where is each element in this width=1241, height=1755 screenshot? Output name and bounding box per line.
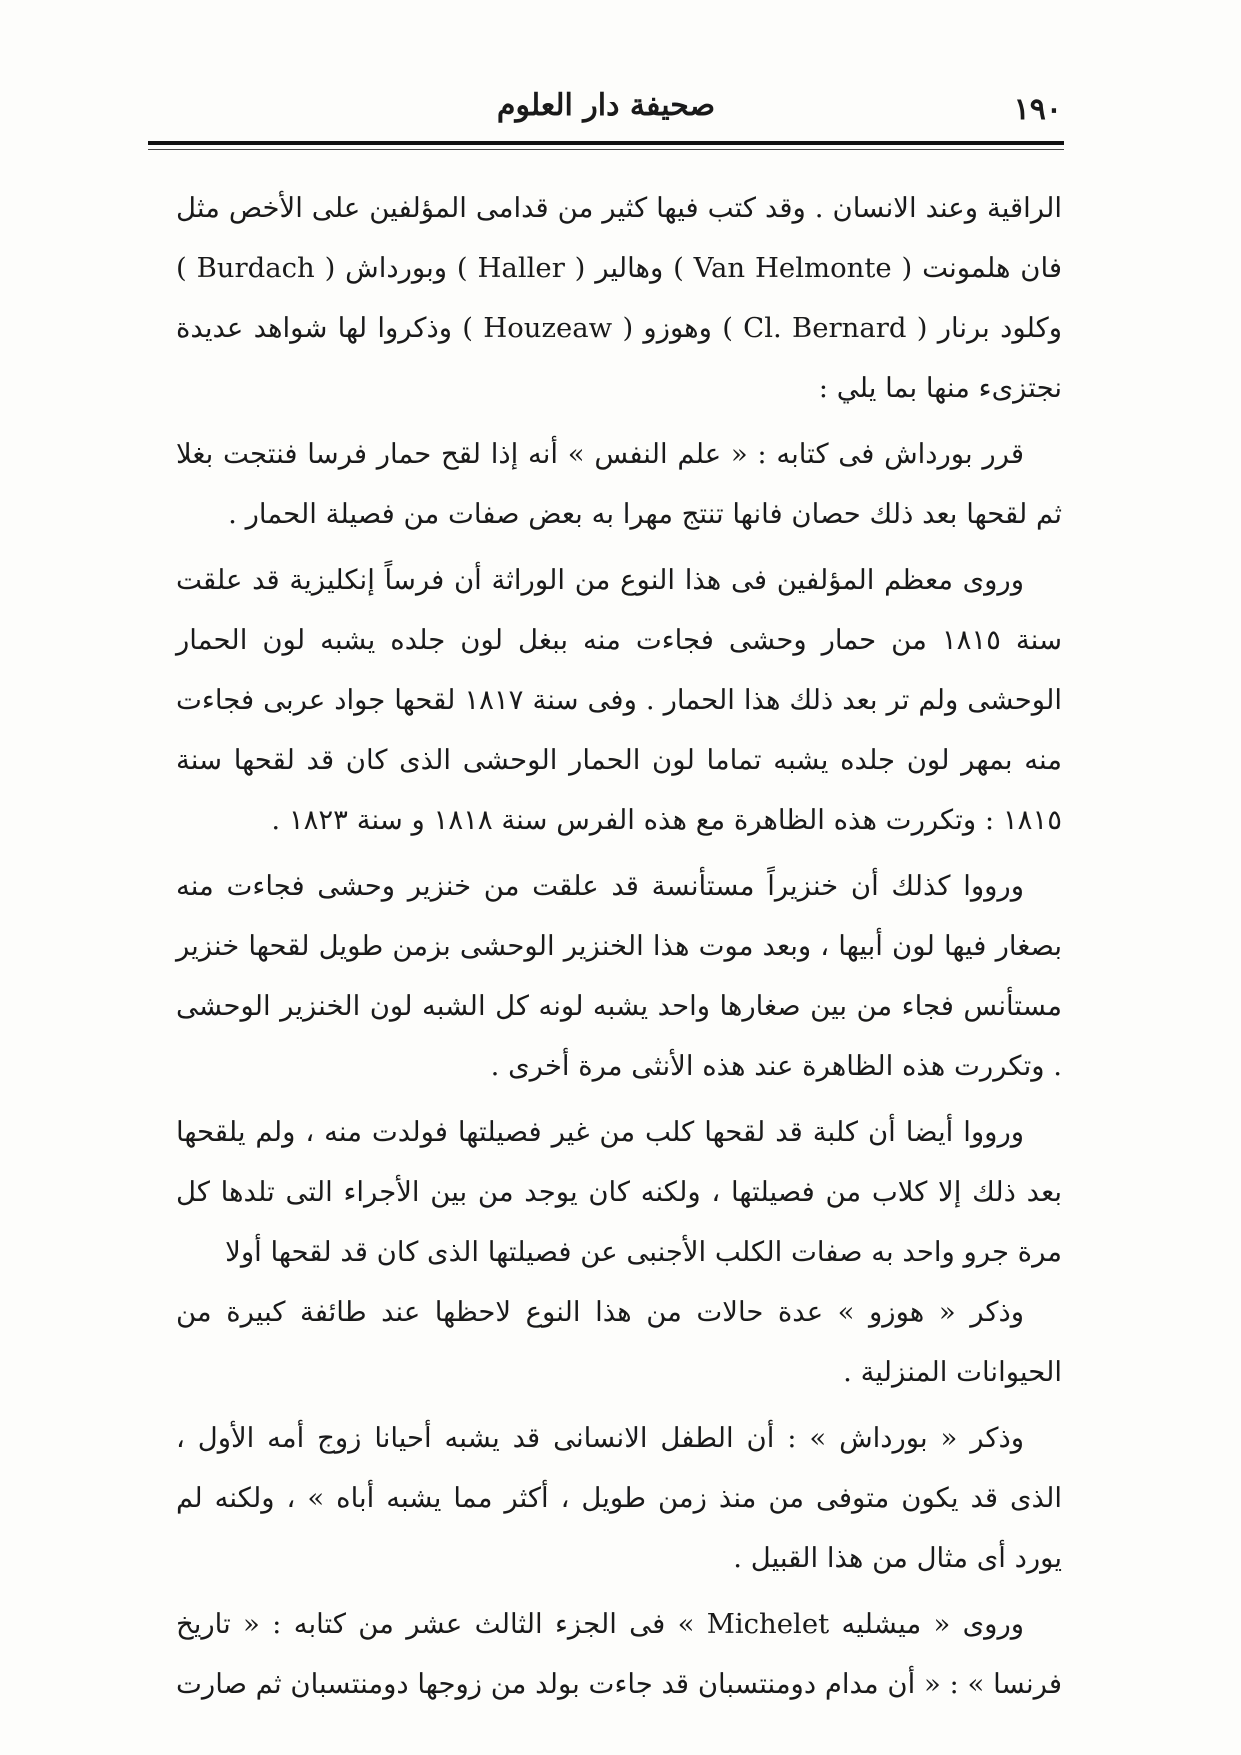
paragraph-8: وروى « ميشليه Michelet » فى الجزء الثالث عشر من كتابه : « تاريخ فرنسا » : « أن مدام دومنتسبان قد جاءت بولد من زوجها دومنتسبان ثم صارت [176,1608,1062,1700]
paragraph-4: ورووا كذلك أن خنزيراً مستأنسة قد علقت من خنزير وحشى فجاءت منه بصغار فيها لون أبيها ، وبعد موت هذا الخنزير الوحشى بزمن طويل لقحها خنزير مستأنس فجاء من بين صغارها واحد يشبه لونه كل الشبه لون الخنزير الوحشى . وتكررت هذه الظاهرة عند هذه الأنثى مرة أخرى . [176,870,1062,1082]
running-title: صحيفة دار العلوم [496,88,716,123]
body-text [176,178,1062,1714]
header-rule-thin [148,149,1064,150]
paragraph-6: وذكر « هوزو » عدة حالات من هذا النوع لاحظها عند طائفة كبيرة من الحيوانات المنزلية . [176,1296,1062,1388]
paragraph-2: قرر بورداش فى كتابه : « علم النفس » أنه إذا لقح حمار فرسا فنتجت بغلا ثم لقحها بعد ذلك حصان فانها تنتج مهرا به بعض صفات من فصيلة الحمار . [176,438,1062,530]
header-rule [148,141,1064,145]
paragraph-5: ورووا أيضا أن كلبة قد لقحها كلب من غير فصيلتها فولدت منه ، ولم يلقحها بعد ذلك إلا كلاب من فصيلتها ، ولكنه كان يوجد من بين الأجراء التى تلدها كل مرة جرو واحد به صفات الكلب الأجنبى عن فصيلتها الذى كان قد لقحها أولا [176,1116,1062,1268]
page-header [150,78,1062,134]
page-number: ١٩٠ [1013,92,1062,127]
paragraph-3: وروى معظم المؤلفين فى هذا النوع من الوراثة أن فرساً إنكليزية قد علقت سنة ١٨١٥ من حمار وحشى فجاءت منه ببغل لون جلده يشبه لون الحمار الوحشى ولم تر بعد ذلك هذا الحمار . وفى سنة ١٨١٧ لقحها جواد عربى فجاءت منه بمهر لون جلده يشبه تماما لون الحمار الوحشى الذى كان قد لقحها سنة ١٨١٥ : وتكررت هذه الظاهرة مع هذه الفرس سنة ١٨١٨ و سنة ١٨٢٣ . [176,564,1062,836]
paragraph-7: وذكر « بورداش » : أن الطفل الانسانى قد يشبه أحيانا زوج أمه الأول ، الذى قد يكون متوفى من منذ زمن طويل ، أكثر مما يشبه أباه » ، ولكنه لم يورد أى مثال من هذا القبيل . [176,1422,1062,1574]
paragraph-1: الراقية وعند الانسان . وقد كتب فيها كثير من قدامى المؤلفين على الأخص مثل فان هلمونت ( Van Helmonte ) وهالير ( Haller ) وبورداش ( Burdach ) وكلود برنار ( Cl. Bernard ) وهوزو ( Houzeaw ) وذكروا لها شواهد عديدة نجتزىء منها بما يلي : [176,192,1062,404]
